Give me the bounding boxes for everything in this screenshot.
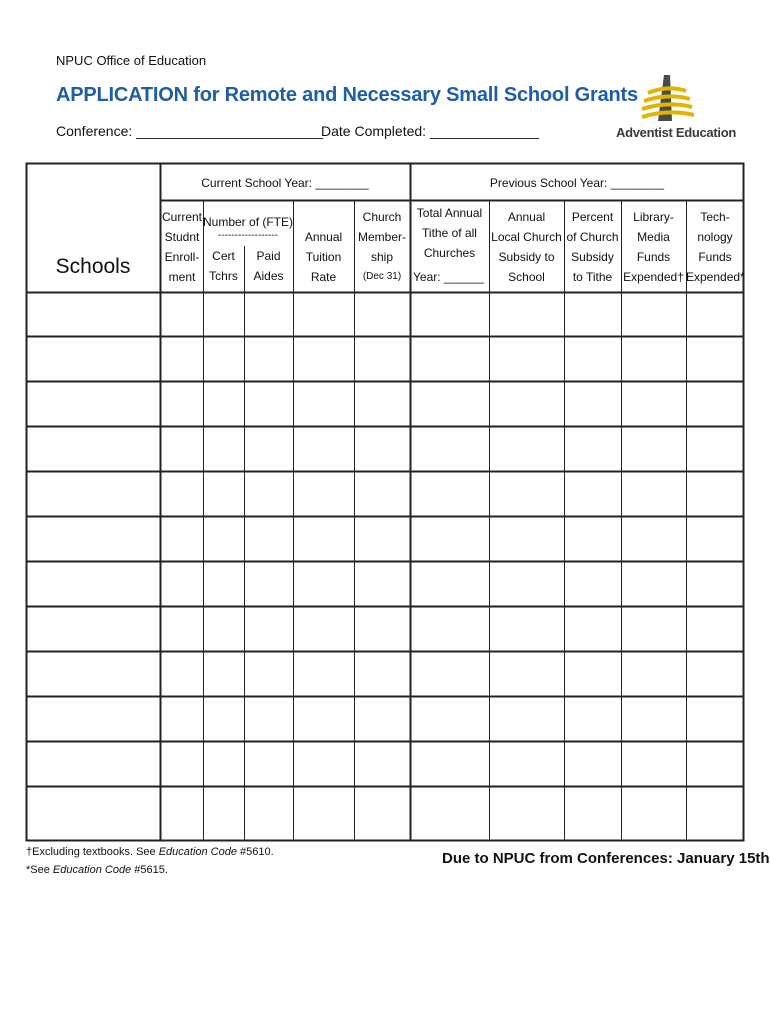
paid-aides-column-header: Paid Aides: [253, 249, 284, 283]
membership-column-header: Church Member- ship: [357, 210, 406, 264]
footnote-2-suffix: #5615.: [131, 864, 168, 876]
office-name: NPUC Office of Education: [56, 53, 207, 68]
membership-date-note: (Dec 31): [362, 271, 402, 282]
footnote-1-prefix: †Excluding textbooks. See: [26, 846, 159, 858]
current-school-year-label[interactable]: Current School Year: ________: [201, 176, 369, 190]
footnote-2-prefix: *See: [26, 864, 53, 876]
footnote-textbooks: [26, 846, 274, 858]
due-date-notice: Due to NPUC from Conferences: January 15th: [442, 850, 770, 867]
footnote-1-ref: Education Code: [158, 846, 237, 858]
cert-teachers-column-header: Cert Tchrs: [209, 249, 238, 283]
fte-divider: ------------------: [218, 230, 278, 241]
church-subsidy-column-header: Annual Local Church Subsidy to School: [491, 210, 562, 284]
footnote-technology: [26, 864, 168, 876]
conference-field[interactable]: Conference: ________________________: [56, 123, 324, 139]
fte-group-header: Number of (FTE): [203, 215, 294, 229]
tuition-column-header: Annual Tuition Rate: [304, 230, 343, 284]
tithe-column-header: Total Annual Tithe of all Churches: [416, 206, 483, 260]
date-completed-field[interactable]: Date Completed: ______________: [321, 123, 539, 139]
logo-text: Adventist Education: [616, 125, 736, 140]
percent-subsidy-column-header: Percent of Church Subsidy to Tithe: [566, 210, 619, 284]
library-funds-column-header: Library- Media Funds Expended†: [623, 210, 684, 284]
footnote-1-suffix: #5610.: [236, 846, 274, 858]
technology-funds-column-header: Tech- nology Funds Expended*: [686, 210, 745, 284]
form-title: APPLICATION for Remote and Necessary Small School Grants: [56, 84, 638, 106]
schools-column-header: Schools: [55, 255, 131, 278]
enrollment-column-header: Current Studnt Enroll- ment: [161, 210, 202, 284]
footnote-2-ref: Education Code: [52, 864, 132, 876]
tithe-year-field[interactable]: Year: ______: [413, 270, 484, 284]
previous-school-year-label[interactable]: Previous School Year: ________: [489, 176, 665, 190]
